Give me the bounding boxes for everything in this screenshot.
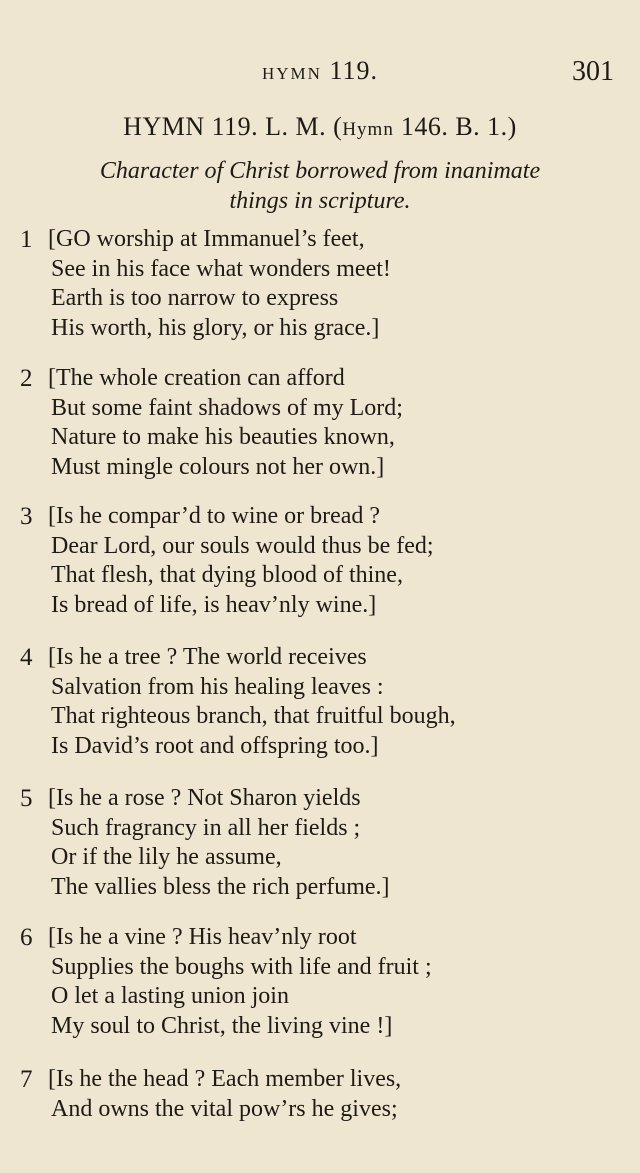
verse-line: Is David’s root and offspring too.] (51, 732, 379, 759)
running-title-number: 119. (329, 56, 378, 85)
verse-line: Is bread of life, is heav’nly wine.] (51, 591, 377, 618)
stanza-number: 2 (20, 365, 33, 392)
verse-line: Earth is too narrow to express (51, 285, 339, 312)
verse-line: [Is he a tree ? The world receives (48, 644, 367, 670)
stanza-number: 3 (20, 503, 33, 530)
verse-line: Must mingle colours not her own.] (51, 453, 385, 480)
stanza-lines (48, 923, 620, 1041)
running-title-prefix: HYMN (262, 64, 322, 83)
verse-line: That righteous branch, that fruitful bough, (51, 703, 456, 730)
stanza-number: 5 (20, 785, 33, 812)
running-title (262, 56, 378, 86)
verse-line: [Is he a rose ? Not Sharon yields (48, 785, 361, 811)
verse-line: The vallies bless the rich perfume.] (51, 873, 390, 900)
verse-line: That flesh, that dying blood of thine, (51, 562, 403, 589)
stanza-lines (48, 784, 620, 902)
stanza-number: 7 (20, 1066, 33, 1093)
stanza-number: 4 (20, 644, 33, 671)
verse-line: [The whole creation can afford (48, 365, 345, 391)
stanza-lines (48, 364, 620, 482)
stanza-lines (48, 502, 620, 620)
verse-line: [Is he a vine ? His heav’nly root (48, 924, 357, 950)
stanza-number: 1 (20, 226, 33, 253)
hymn-heading (0, 112, 640, 142)
verse-line: See in his face what wonders meet! (51, 255, 391, 282)
verse-line: Salvation from his healing leaves : (51, 673, 384, 700)
hymn-heading-main: HYMN 119. L. M. ( (123, 112, 343, 141)
verse-line: O let a lasting union join (51, 983, 289, 1010)
verse-line: My soul to Christ, the living vine !] (51, 1012, 393, 1039)
hymn-subtitle (20, 156, 620, 216)
verse-line: His worth, his glory, or his grace.] (51, 314, 380, 341)
verse-line: Or if the lily he assume, (51, 844, 282, 871)
stanza-number: 6 (20, 924, 33, 951)
verse-line: Dear Lord, our souls would thus be fed; (51, 532, 434, 559)
stanza-lines (48, 225, 620, 343)
verse-line: Supplies the boughs with life and fruit ; (51, 953, 432, 980)
page-number: 301 (572, 56, 614, 87)
verse-line: [Is he the head ? Each member lives, (48, 1066, 402, 1092)
verse-line: [GO worship at Immanuel’s feet, (48, 226, 365, 252)
running-header (0, 56, 640, 90)
subtitle-line-2: things in scripture. (229, 188, 411, 214)
verse-line: Nature to make his beauties known, (51, 424, 395, 451)
hymn-heading-end: 146. B. 1.) (393, 112, 517, 141)
hymn-heading-smallcaps: Hymn (342, 119, 394, 140)
verse-line: And owns the vital pow’rs he gives; (51, 1095, 398, 1122)
stanza-lines (48, 1065, 620, 1124)
stanza-lines (48, 643, 620, 761)
subtitle-line-1: Character of Christ borrowed from inanimate (99, 158, 541, 184)
verse-line: [Is he compar’d to wine or bread ? (48, 503, 381, 529)
verse-line: Such fragrancy in all her fields ; (51, 814, 361, 841)
verse-line: But some faint shadows of my Lord; (51, 394, 403, 421)
